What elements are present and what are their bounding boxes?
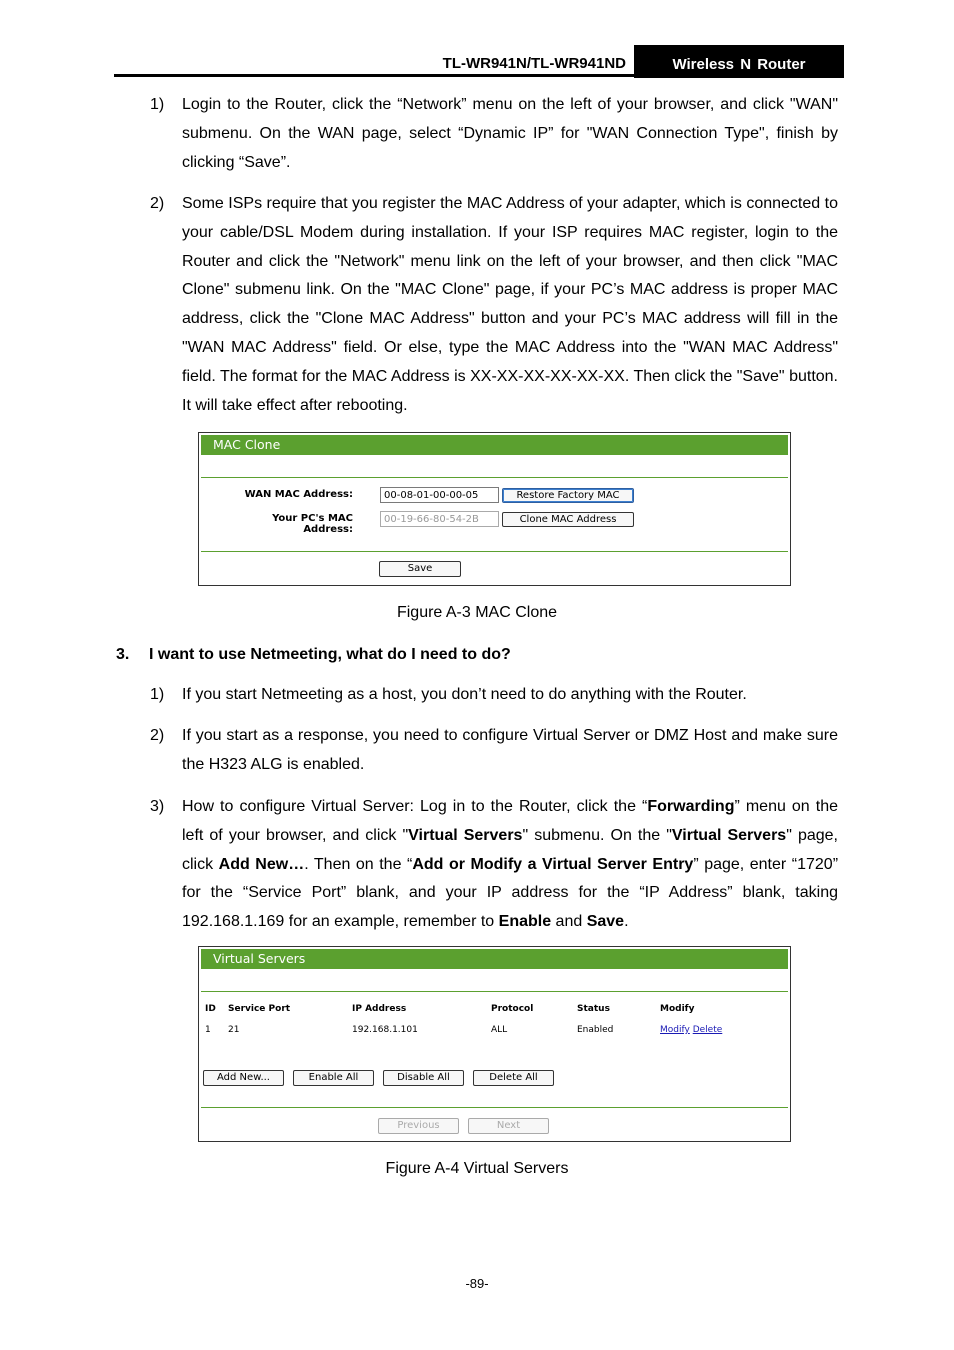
col-header-status: Status — [577, 1004, 610, 1014]
mac-clone-panel — [198, 432, 791, 586]
step-text: Login to the Router, click the “Network” menu on the left of your browser, and click "WAN" submenu. On the WAN page, select “Dynamic IP” for "WAN Connection Type", finish by clicking “Save”. — [182, 96, 838, 171]
wan-mac-label: WAN MAC Address: — [244, 489, 353, 500]
figure-caption-a4: Figure A-4 Virtual Servers — [385, 1160, 569, 1177]
col-header-ip-address: IP Address — [352, 1004, 407, 1014]
step-net-2 — [150, 722, 838, 780]
bold-run: Virtual Servers — [408, 826, 523, 844]
text-run: and — [551, 913, 587, 931]
question-number: 3. — [116, 646, 130, 663]
divider — [201, 1107, 788, 1108]
enable-all-button[interactable]: Enable All — [293, 1070, 374, 1086]
col-header-protocol: Protocol — [491, 1004, 534, 1014]
text-run: ” page, enter “1720” for the “Service Port” blank, and your IP address for the “IP Address” blank, taking 192.168.1.169 for an example, remember to — [182, 855, 839, 931]
header-product: Wireless N Router — [634, 45, 844, 78]
step-text — [182, 793, 838, 937]
delete-all-button[interactable]: Delete All — [473, 1070, 554, 1086]
step-mac-2 — [150, 190, 838, 420]
header-model: TL-WR941N/TL-WR941ND — [442, 55, 626, 72]
step-text: If you start as a response, you need to configure Virtual Server or DMZ Host and make sure the H323 ALG is enabled. — [182, 727, 838, 773]
cell-status: Enabled — [577, 1025, 614, 1035]
virtual-servers-title: Virtual Servers — [201, 949, 788, 969]
step-number: 2) — [150, 195, 165, 212]
clone-mac-address-button[interactable]: Clone MAC Address — [502, 512, 634, 527]
bold-run: Virtual Servers — [671, 826, 787, 844]
pc-mac-input[interactable]: 00-19-66-80-54-2B — [380, 511, 499, 527]
figure-caption-a3: Figure A-3 MAC Clone — [396, 604, 558, 621]
header-rule — [114, 74, 634, 77]
step-net-1 — [150, 681, 838, 710]
bold-run: Add or Modify a Virtual Server Entry — [412, 855, 694, 873]
cell-service-port: 21 — [228, 1025, 240, 1035]
text-run: How to configure Virtual Server: Log in to the Router, click the “ — [182, 798, 648, 815]
divider — [201, 991, 788, 992]
add-new-button[interactable]: Add New... — [203, 1070, 284, 1086]
col-header-modify: Modify — [660, 1004, 695, 1014]
previous-button[interactable]: Previous — [378, 1118, 459, 1134]
mac-clone-title: MAC Clone — [201, 435, 788, 455]
cell-ip-address: 192.168.1.101 — [352, 1025, 418, 1035]
divider — [201, 477, 788, 478]
cell-id: 1 — [205, 1025, 211, 1035]
delete-link[interactable]: Delete — [692, 1025, 723, 1035]
restore-factory-mac-button[interactable]: Restore Factory MAC — [502, 488, 634, 503]
step-number: 1) — [150, 96, 165, 113]
step-text: If you start Netmeeting as a host, you don’t need to do anything with the Router. — [182, 686, 747, 703]
divider — [201, 551, 788, 552]
question-text: I want to use Netmeeting, what do I need to do? — [149, 646, 511, 663]
step-number: 2) — [150, 727, 165, 744]
wan-mac-input[interactable]: 00-08-01-00-00-05 — [380, 487, 499, 503]
col-header-id: ID — [205, 1004, 216, 1014]
step-number: 3) — [150, 798, 165, 815]
step-net-3 — [150, 793, 838, 937]
text-run: " page, click — [182, 826, 839, 873]
disable-all-button[interactable]: Disable All — [383, 1070, 464, 1086]
question-heading — [116, 646, 511, 664]
pc-mac-label: Your PC's MAC Address: — [272, 513, 353, 535]
bold-run: Enable — [498, 913, 552, 931]
next-button[interactable]: Next — [468, 1118, 549, 1134]
modify-link[interactable]: Modify — [660, 1025, 690, 1035]
bold-run: Forwarding — [647, 798, 735, 815]
text-run: " submenu. On the " — [522, 826, 672, 844]
col-header-service-port: Service Port — [228, 1004, 291, 1014]
cell-modify — [660, 1025, 722, 1035]
text-run: . — [624, 913, 629, 931]
bold-run: Add New… — [218, 855, 305, 873]
text-run: . Then on the “ — [304, 855, 413, 873]
save-button[interactable]: Save — [379, 561, 461, 577]
step-mac-1 — [150, 91, 838, 177]
text-run: ” menu on the left of your browser, and click " — [182, 798, 838, 844]
step-text: Some ISPs require that you register the MAC Address of your adapter, which is connected to your cable/DSL Modem during installation. If your ISP requires MAC register, login to the Router and click the "Network" menu link on the left of your browser, and then click "MAC Clone" submenu link. On the "MAC Clone" page, if your PC’s MAC address is proper MAC address, click the "Clone MAC Address" button and your PC’s MAC address will fill in the "WAN MAC Address" field. Or else, type the MAC Address into the "WAN MAC Address" field. The format for the MAC Address is XX-XX-XX-XX-XX-XX. Then click the "Save" button. It will take effect after rebooting. — [182, 195, 838, 414]
step-number: 1) — [150, 686, 165, 703]
virtual-servers-panel — [198, 946, 791, 1142]
cell-protocol: ALL — [491, 1025, 508, 1035]
bold-run: Save — [586, 913, 625, 931]
page-number: -89- — [465, 1276, 489, 1291]
